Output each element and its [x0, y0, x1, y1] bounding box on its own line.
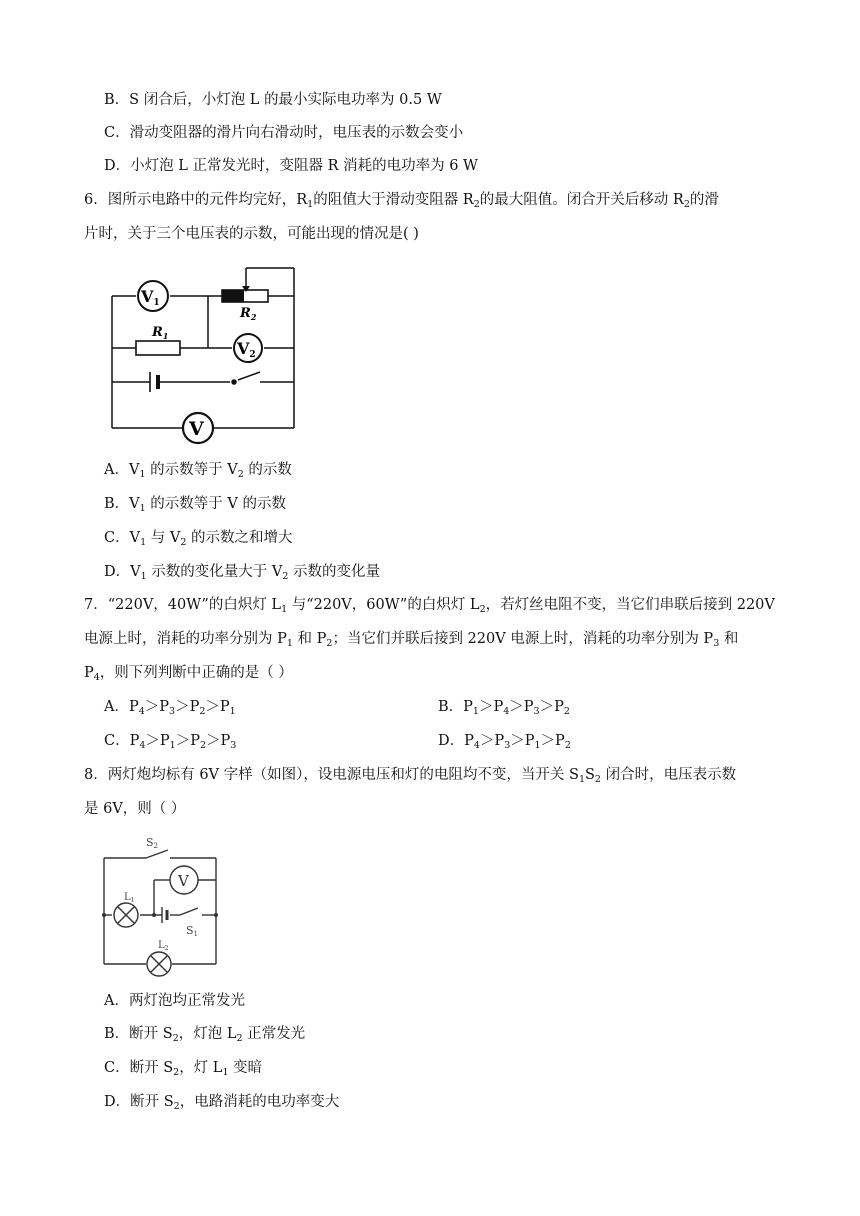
text-segment: 的滑 [689, 192, 719, 208]
l2-label: $L_2$ [158, 940, 169, 952]
text-segment: 的示数等于 V 的示数 [145, 496, 286, 512]
text-segment: 的示数等于 V [145, 462, 238, 478]
subscript: 2 [236, 1033, 243, 1044]
text-segment: 的示数之和增大 [186, 530, 293, 546]
text-segment: 的最大阻值。闭合开关后移动 R [479, 192, 684, 208]
text-segment: D．P [438, 733, 474, 749]
subscript: 4 [473, 740, 480, 751]
q5-option-d: D．小灯泡 L 正常发光时，变阻器 R 消耗的电功率为 6 W [104, 158, 478, 174]
text-segment: 7．“220V，40W”的白炽灯 L [84, 597, 282, 613]
subscript: 1 [139, 503, 146, 514]
subscript: 2 [199, 706, 206, 717]
text-segment: A．两灯泡均正常发光 [104, 993, 245, 1009]
r1-label: $R_1$ [152, 325, 169, 341]
text-segment: ＞P [540, 733, 565, 749]
subscript: 2 [564, 740, 571, 751]
text-segment: ；当它们并联后接到 220V 电源上时，消耗的功率分别为 P [332, 631, 714, 647]
subscript: 2 [173, 1101, 180, 1112]
text-segment: ，则下列判断中正确的是（ ） [99, 665, 293, 681]
subscript: 1 [281, 604, 288, 615]
q7-stem-line-1 [84, 595, 775, 615]
text-segment: D．V [104, 564, 141, 580]
text-segment: ＞P [509, 699, 534, 715]
text-segment: ＞P [205, 699, 230, 715]
text-segment: ＞P [206, 733, 231, 749]
subscript: 3 [713, 638, 720, 649]
text-segment: ，电路消耗的电功率变大 [179, 1094, 340, 1110]
text-segment: ，若灯丝电阻不变，当它们串联后接到 220V [485, 597, 775, 613]
text-segment: ＞P [144, 699, 170, 715]
text-segment: 和 [719, 631, 739, 647]
text-segment: B．V [104, 496, 140, 512]
subscript: 3 [533, 706, 540, 717]
q7-option-a [104, 697, 236, 717]
subscript: 1 [578, 774, 585, 785]
text-segment: 6．图所示电路中的元件均完好，R [84, 192, 308, 208]
subscript: 2 [563, 706, 570, 717]
text-segment: 和 P [292, 631, 327, 647]
text-segment: B．断开 S [104, 1026, 173, 1042]
subscript: 1 [534, 740, 541, 751]
q6-option-a [104, 460, 292, 480]
q7-option-c [104, 731, 236, 751]
subscript: 1 [140, 537, 147, 548]
subscript: 2 [326, 638, 333, 649]
subscript: 2 [172, 1033, 179, 1044]
subscript: 4 [503, 706, 510, 717]
text-segment: A．V [104, 462, 140, 478]
s1-label: S1 [186, 924, 199, 938]
subscript: 1 [286, 638, 293, 649]
q8-option-c [104, 1058, 262, 1078]
q7-option-b [438, 697, 570, 717]
text-segment: 示数的变化量 [288, 564, 381, 580]
text-segment: 正常发光 [242, 1026, 306, 1042]
subscript: 3 [169, 706, 176, 717]
q6-stem-line-1 [84, 190, 719, 210]
subscript: 1 [222, 1067, 229, 1078]
q7-stem-line-2 [84, 629, 738, 649]
text-segment: S [584, 767, 595, 783]
voltmeter-label: V [178, 872, 189, 890]
text-segment: C．V [104, 530, 141, 546]
v-meter-label: V [189, 418, 204, 440]
l1-label: $L_1$ [124, 892, 135, 904]
text-segment: ＞P [175, 733, 200, 749]
s2-label: S2 [146, 836, 159, 850]
text-segment: D．断开 S [104, 1094, 174, 1110]
subscript: 1 [169, 740, 176, 751]
text-segment: 是 6V，则（ ） [84, 801, 186, 817]
text-segment: B．P [438, 699, 473, 715]
text-segment: ＞P [510, 733, 535, 749]
q6-stem-line-2 [84, 224, 419, 244]
q7-stem-line-3 [84, 663, 293, 683]
v2-meter-label: V2 [237, 339, 256, 360]
subscript: 1 [472, 706, 479, 717]
text-segment: 的示数 [243, 462, 292, 478]
r2-label: $R_2$ [240, 306, 257, 322]
text-segment: ＞P [175, 699, 200, 715]
subscript: 2 [683, 199, 690, 210]
q6-option-d [104, 562, 380, 582]
subscript: 3 [504, 740, 511, 751]
q8-option-b [104, 1024, 305, 1044]
subscript: 2 [237, 469, 244, 480]
text-segment: A．P [104, 699, 139, 715]
subscript: 2 [473, 199, 480, 210]
subscript: 1 [229, 706, 236, 717]
subscript: 2 [180, 537, 187, 548]
text-segment: 的阻值大于滑动变阻器 R [313, 192, 474, 208]
q6-option-b [104, 494, 286, 514]
subscript: 2 [594, 774, 601, 785]
subscript: 1 [307, 199, 314, 210]
subscript: 1 [139, 469, 146, 480]
text-segment: 8．两灯炮均标有 6V 字样（如图），设电源电压和灯的电阻均不变，当开关 S [84, 767, 579, 783]
subscript: 3 [230, 740, 237, 751]
text-segment: P [84, 665, 94, 681]
q5-option-b: B．S 闭合后，小灯泡 L 的最小实际电功率为 0.5 W [104, 92, 442, 108]
text-segment: ＞P [479, 733, 505, 749]
subscript: 4 [138, 706, 145, 717]
text-segment: ，灯泡 L [178, 1026, 237, 1042]
text-segment: C．断开 S [104, 1060, 174, 1076]
subscript: 2 [199, 740, 207, 751]
text-segment: 与“220V，60W”的白炽灯 L [287, 597, 480, 613]
text-segment: C．P [104, 733, 140, 749]
q8-stem-line-1 [84, 765, 736, 785]
text-segment: ＞P [478, 699, 504, 715]
subscript: 2 [282, 571, 289, 582]
subscript: 2 [173, 1067, 180, 1078]
q8-circuit-diagram [98, 830, 228, 978]
subscript: 1 [140, 571, 147, 582]
v1-meter-label: V1 [141, 287, 160, 308]
q5-option-c: C．滑动变阻器的滑片向右滑动时，电压表的示数会变小 [104, 125, 464, 141]
q6-option-c [104, 528, 292, 548]
subscript: 4 [93, 672, 100, 683]
text-segment: 电源上时，消耗的功率分别为 P [84, 631, 287, 647]
text-segment: 变暗 [228, 1060, 263, 1076]
text-segment: 闭合时，电压表示数 [600, 767, 737, 783]
text-segment: 片时，关于三个电压表的示数，可能出现的情况是( ) [84, 226, 419, 242]
subscript: 4 [139, 740, 146, 751]
subscript: 2 [479, 604, 486, 615]
q8-option-a [104, 991, 245, 1011]
text-segment: ，灯 L [179, 1060, 223, 1076]
q7-option-d [438, 731, 571, 751]
text-segment: ＞P [539, 699, 564, 715]
q8-stem-line-2 [84, 799, 185, 819]
text-segment: 示数的变化量大于 V [146, 564, 283, 580]
q8-option-d [104, 1092, 339, 1112]
text-segment: ＞P [145, 733, 170, 749]
q6-circuit-diagram [100, 260, 310, 445]
text-segment: 与 V [146, 530, 181, 546]
